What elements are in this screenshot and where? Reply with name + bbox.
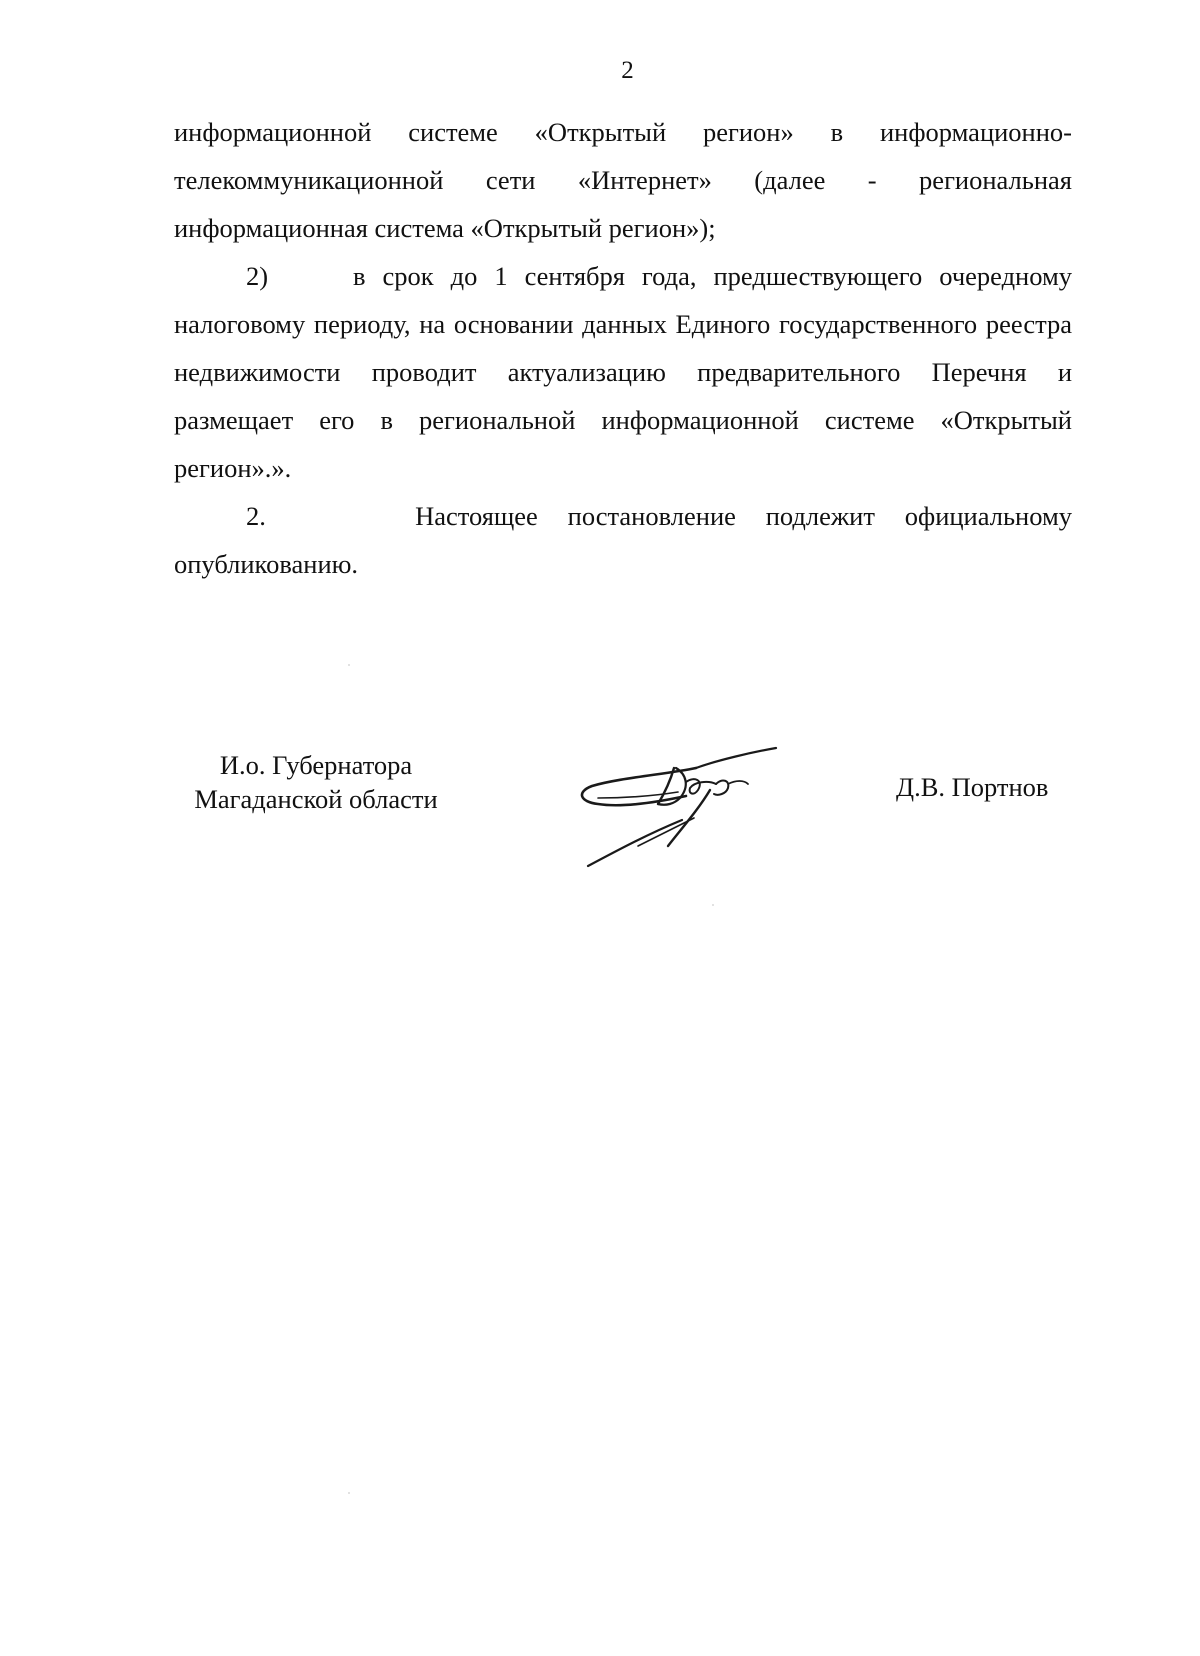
signatory-position — [176, 748, 456, 816]
document-body — [174, 108, 1072, 588]
signature-block — [0, 738, 1200, 878]
signer-name: Д.В. Портнов — [896, 772, 1049, 802]
paragraph-item-2: 2) в срок до 1 сентября года, предшествующего очередному налоговому периоду, на основании данных Единого государственного реестра недвижимости проводит актуализацию предварительного Перечня и размещает его в региональной информационной системе «Открытый регион».». — [174, 261, 1072, 483]
scan-speck — [348, 1492, 350, 1494]
scan-speck — [712, 904, 714, 906]
handwritten-signature — [578, 738, 828, 878]
paragraph-clause-2: 2. Настоящее постановление подлежит официальному опубликованию. — [174, 501, 1072, 579]
position-line-1: И.о. Губернатора — [219, 750, 413, 780]
scan-speck — [348, 664, 350, 666]
page-number: 2 — [621, 57, 634, 84]
paragraph-continuation: информационной системе «Открытый регион» в информационно-телекоммуникационной сети «Интернет» (далее - региональная информационная система «Открытый регион»); — [174, 117, 1072, 243]
position-line-2: Магаданской области — [194, 784, 438, 814]
